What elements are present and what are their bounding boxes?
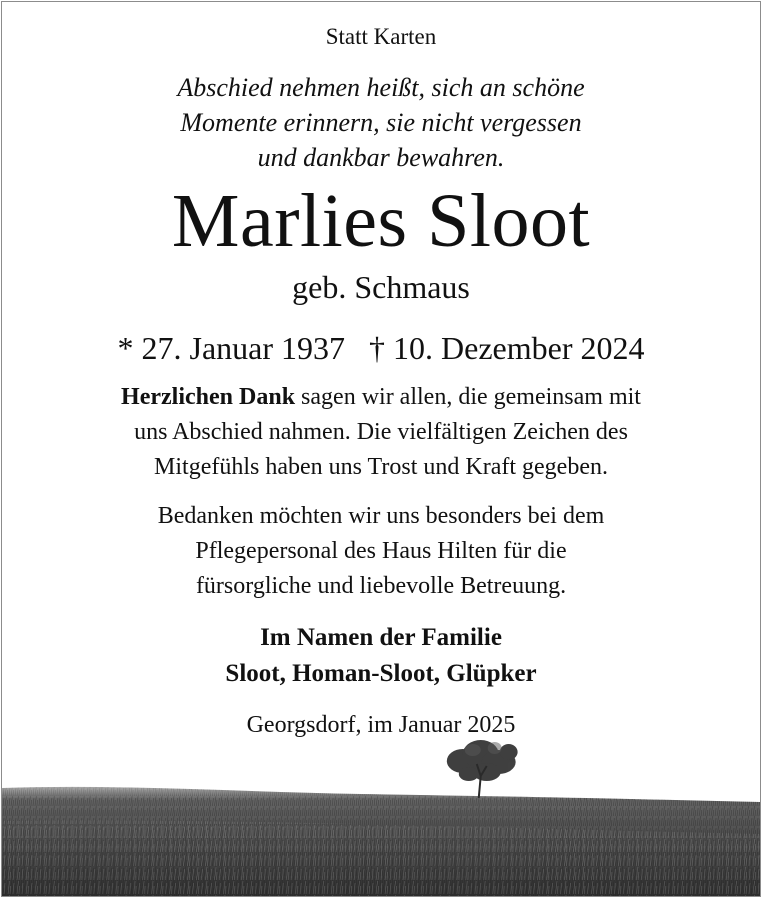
thanks-line-3: Mitgefühls haben uns Trost und Kraft gegeben.: [154, 454, 608, 480]
landscape-photo: [2, 726, 760, 896]
care-thanks-line: Pflegepersonal des Haus Hilten für die: [195, 538, 567, 564]
obituary-card: [1, 1, 761, 897]
motto-line: Abschied nehmen heißt, sich an schöne: [177, 73, 585, 102]
landscape-illustration: [2, 726, 760, 896]
statt-karten-heading: Statt Karten: [325, 24, 437, 49]
thanks-line-2: uns Abschied nahmen. Die vielfältigen Zeichen des: [134, 419, 628, 445]
maiden-name: geb. Schmaus: [292, 269, 470, 305]
thanks-paragraph: [2, 380, 760, 485]
motto-line: Momente erinnern, sie nicht vergessen: [180, 108, 582, 137]
thanks-line-1-rest: sagen wir allen, die gemeinsam mit: [295, 384, 641, 410]
care-thanks-line: Bedanken möchten wir uns besonders bei dem: [157, 503, 605, 529]
thanks-bold-lead: Herzlichen Dank: [121, 384, 296, 410]
care-thanks-paragraph: [2, 499, 760, 604]
motto-line: und dankbar bewahren.: [257, 143, 505, 172]
motto-quote: [2, 70, 760, 175]
family-signoff: [2, 620, 760, 692]
care-thanks-line: fürsorgliche und liebevolle Betreuung.: [195, 573, 567, 599]
signoff-line: Sloot, Homan-Sloot, Glüpker: [225, 660, 537, 687]
place-date: Georgsdorf, im Januar 2025: [246, 712, 516, 738]
deceased-name: Marlies Sloot: [171, 179, 591, 263]
signoff-line: Im Namen der Familie: [260, 624, 502, 651]
life-dates: * 27. Januar 1937 † 10. Dezember 2024: [117, 330, 645, 366]
thanks-line-1: [2, 380, 760, 415]
